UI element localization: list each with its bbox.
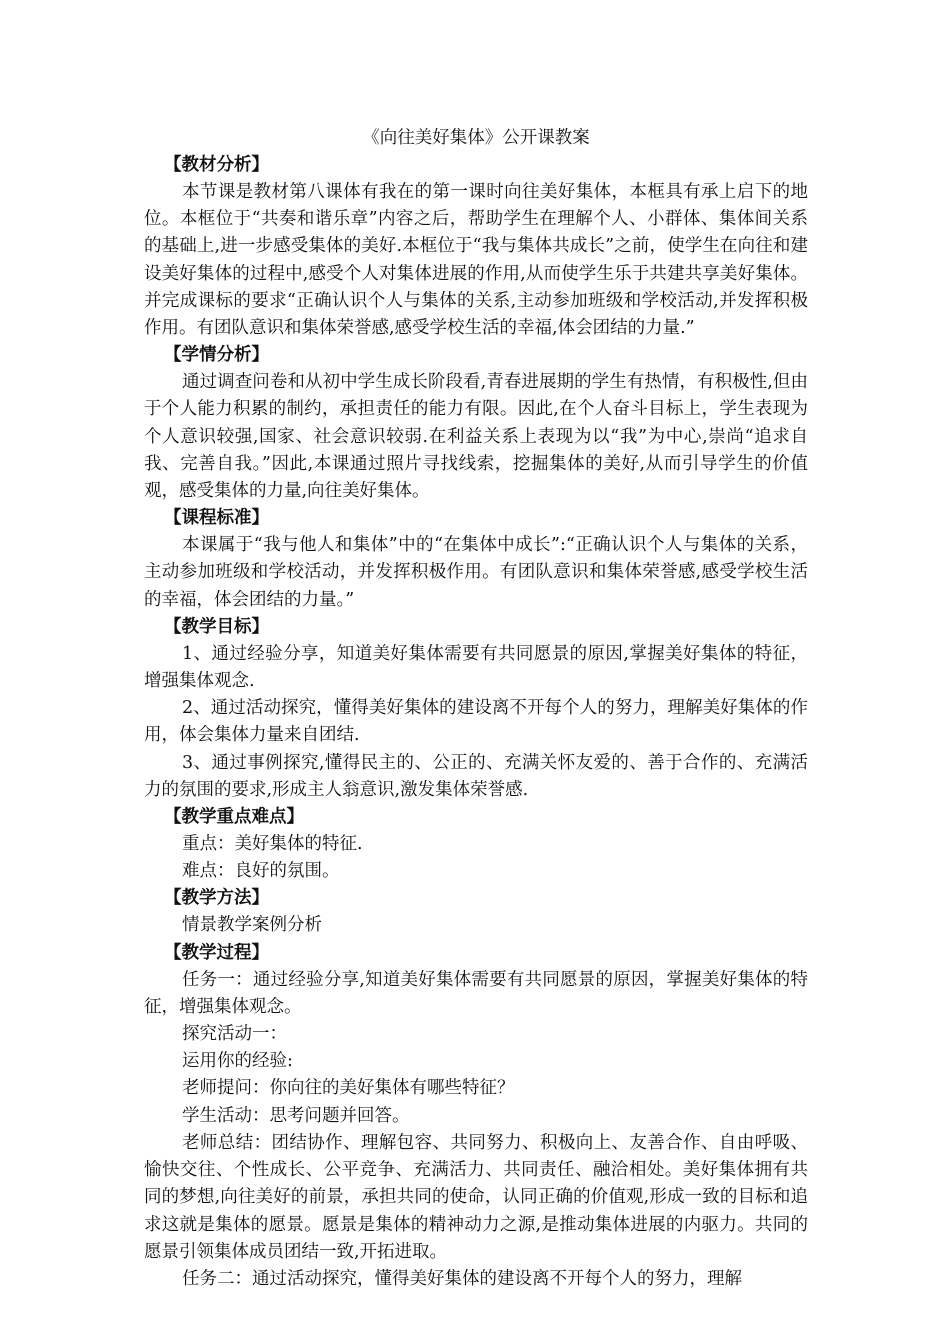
line-difficulty: 难点：良好的氛围。 — [182, 861, 340, 882]
paragraph-task-1: 任务一：通过经验分享,知道美好集体需要有共同愿景的原因，掌握美好集体的特征，增强集体观念。 — [144, 969, 808, 1017]
paragraph-task-2: 任务二：通过活动探究，懂得美好集体的建设离不开每个人的努力，理解 — [182, 1268, 742, 1289]
section-heading-process: 【教学过程】 — [164, 942, 269, 963]
line-keypoint: 重点：美好集体的特征. — [182, 834, 363, 855]
section-heading-learner: 【学情分析】 — [164, 345, 269, 366]
document-body — [144, 124, 808, 1293]
section-heading-standard: 【课程标准】 — [164, 508, 269, 529]
section-heading-analysis: 【教材分析】 — [164, 155, 269, 175]
paragraph-goal-2: 2、通过活动探究，懂得美好集体的建设离不开每个人的努力，理解美好集体的作用，体会集体力量来自团结. — [144, 698, 808, 746]
line-teacher-question: 老师提问：你向往的美好集体有哪些特征？ — [182, 1078, 515, 1099]
paragraph-teacher-summary: 老师总结：团结协作、理解包容、共同努力、积极向上、友善合作、自由呼吸、愉快交往、个性成长、公平竞争、充满活力、共同责任、融洽相处。美好集体拥有共同的梦想,向往美好的前景，承担共同的使命，认同正确的价值观,形成一致的目标和追求这就是集体的愿景。愿景是集体的精神动力之源,是推动集体进展的内驱力。共同的愿景引领集体成员团结一致,开拓进取。 — [144, 1132, 808, 1262]
paragraph-learner: 通过调查问卷和从初中学生成长阶段看,青春进展期的学生有热情，有积极性,但由于个人能力积累的制约，承担责任的能力有限。因此,在个人奋斗目标上，学生表现为个人意识较强,国家、社会意识较弱.在利益关系上表现为以“我”为中心,崇尚“追求自我、完善自我。”因此,本课通过照片寻找线索，挖掘集体的美好,从而引导学生的价值观，感受集体的力量,向往美好集体。 — [144, 372, 808, 502]
section-heading-keypoints: 【教学重点难点】 — [164, 807, 304, 828]
paragraph-goal-1: 1、通过经验分享，知道美好集体需要有共同愿景的原因,掌握美好集体的特征，增强集体观念. — [144, 643, 808, 692]
line-methods: 情景教学案例分析 — [182, 915, 322, 936]
line-student-activity: 学生活动：思考问题并回答。 — [182, 1105, 410, 1126]
line-use-experience: 运用你的经验: — [182, 1051, 293, 1072]
line-activity-1: 探究活动一： — [182, 1024, 287, 1045]
document-title: 《向往美好集体》公开课教案 — [362, 128, 590, 148]
paragraph-analysis: 本节课是教材第八课体有我在的第一课时向往美好集体，本框具有承上启下的地位。本框位于“共奏和谐乐章”内容之后，帮助学生在理解个人、小群体、集体间关系的基础上,进一步感受集体的美好.本框位于“我与集体共成长”之前，使学生在向往和建设美好集体的过程中,感受个人对集体进展的作用,从而使学生乐于共建共享美好集体。并完成课标的要求“正确认识个人与集体的关系,主动参加班级和学校活动,并发挥积极作用。有团队意识和集体荣誉感,感受学校生活的幸福,体会团结的力量.” — [144, 182, 808, 339]
paragraph-goal-3: 3、通过事例探究,懂得民主的、公正的、充满关怀友爱的、善于合作的、充满活力的氛围的要求,形成主人翁意识,激发集体荣誉感. — [144, 752, 808, 800]
section-heading-methods: 【教学方法】 — [164, 888, 269, 909]
section-heading-goals: 【教学目标】 — [164, 616, 269, 637]
paragraph-standard: 本课属于“我与他人和集体”中的“在集体中成长”:“正确认识个人与集体的关系，主动参加班级和学校活动，并发挥积极作用。有团队意识和集体荣誉感,感受学校生活的幸福，体会团结的力量。” — [144, 535, 808, 610]
